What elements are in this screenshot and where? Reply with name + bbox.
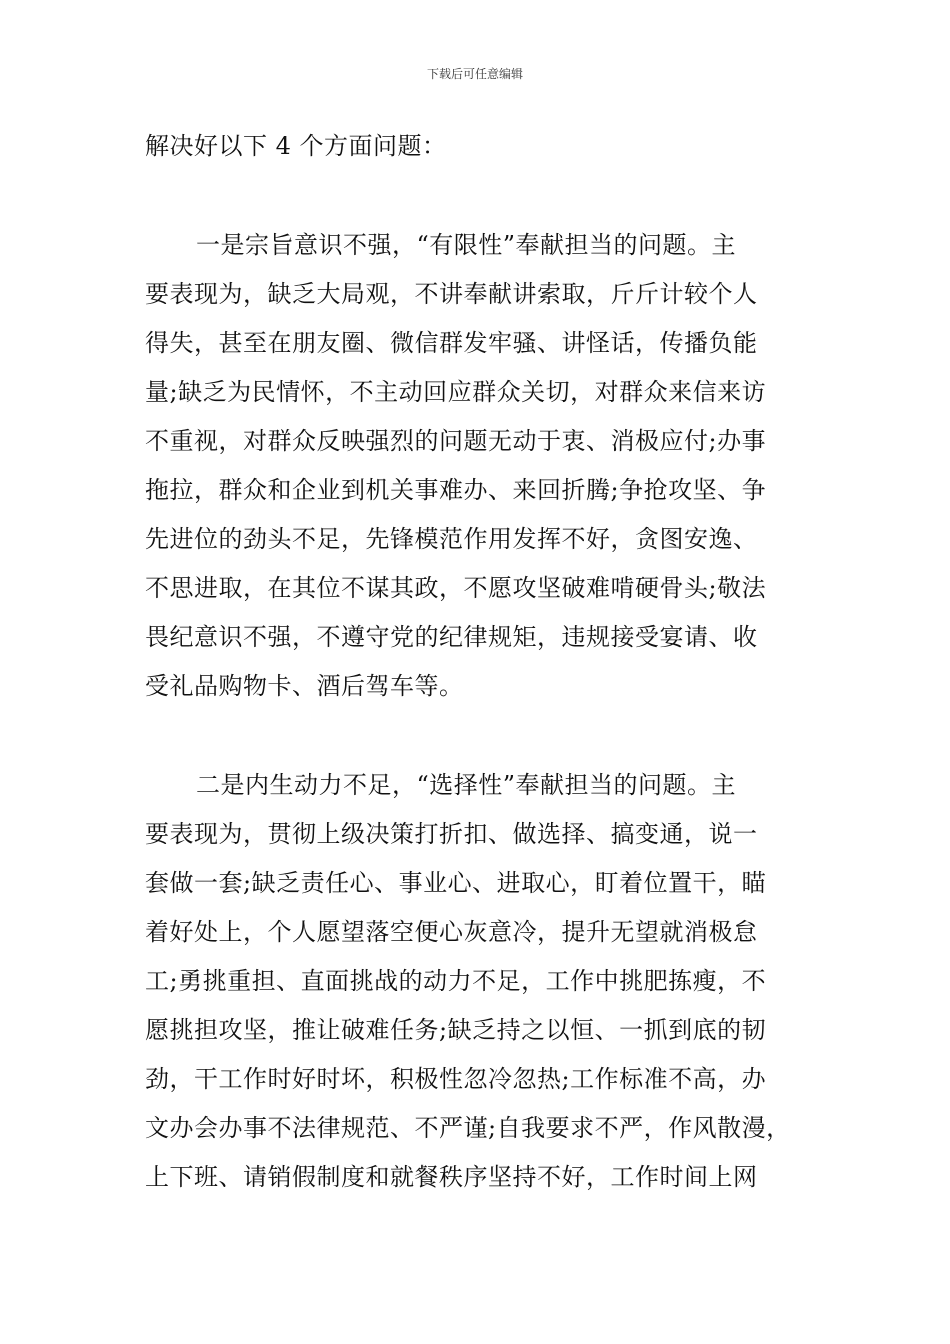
paragraph-1-line: 一是宗旨意识不强，“有限性”奉献担当的问题。主: [196, 231, 737, 259]
paragraph-gap: [145, 711, 810, 761]
paragraph-2-line: 工;勇挑重担、直面挑战的动力不足，工作中挑肥拣瘦，不: [145, 967, 767, 995]
paragraph-1-line: 不思进取，在其位不谋其政，不愿攻坚破难啃硬骨头;敬法: [145, 574, 767, 602]
paragraph-2: [145, 761, 810, 1202]
paragraph-2-line: 要表现为，贯彻上级决策打折扣、做选择、搞变通，说一: [145, 820, 758, 848]
paragraph-1-line: 要表现为，缺乏大局观，不讲奉献讲索取，斤斤计较个人: [145, 280, 758, 308]
paragraph-1-line: 畏纪意识不强，不遵守党的纪律规矩，违规接受宴请、收: [145, 623, 758, 651]
paragraph-2-line: 愿挑担攻坚，推让破难任务;缺乏持之以恒、一抓到底的韧: [145, 1016, 767, 1044]
paragraph-2-line: 文办会办事不法律规范、不严谨;自我要求不严，作风散漫，: [145, 1114, 791, 1142]
paragraph-1-line: 拖拉，群众和企业到机关事难办、来回折腾;争抢攻坚、争: [145, 476, 767, 504]
paragraph-2-line: 劲，干工作时好时坏，积极性忽冷忽热;工作标准不高，办: [145, 1065, 767, 1093]
document-body: [145, 122, 810, 1202]
paragraph-2-line: 上下班、请销假制度和就餐秩序坚持不好，工作时间上网: [145, 1163, 758, 1191]
paragraph-1-line: 先进位的劲头不足，先锋模范作用发挥不好，贪图安逸、: [145, 525, 758, 553]
paragraph-1: [145, 221, 810, 711]
paragraph-1-line: 受礼品购物卡、酒后驾车等。: [145, 672, 464, 700]
intro-line: 解决好以下 4 个方面问题：: [145, 132, 447, 160]
paragraph-2-line: 套做一套;缺乏责任心、事业心、进取心，盯着位置干，瞄: [145, 869, 767, 897]
paragraph-1-line: 量;缺乏为民情怀，不主动回应群众关切，对群众来信来访: [145, 378, 767, 406]
paragraph-2-line: 着好处上，个人愿望落空便心灰意冷，提升无望就消极怠: [145, 918, 758, 946]
paragraph-gap: [145, 171, 810, 221]
paragraph-2-line: 二是内生动力不足，“选择性”奉献担当的问题。主: [196, 771, 737, 799]
paragraph-1-line: 得失，甚至在朋友圈、微信群发牢骚、讲怪话，传播负能: [145, 329, 758, 357]
page-header: 下载后可任意编辑: [426, 67, 523, 81]
paragraph-1-line: 不重视，对群众反映强烈的问题无动于衷、消极应付;办事: [145, 427, 767, 455]
